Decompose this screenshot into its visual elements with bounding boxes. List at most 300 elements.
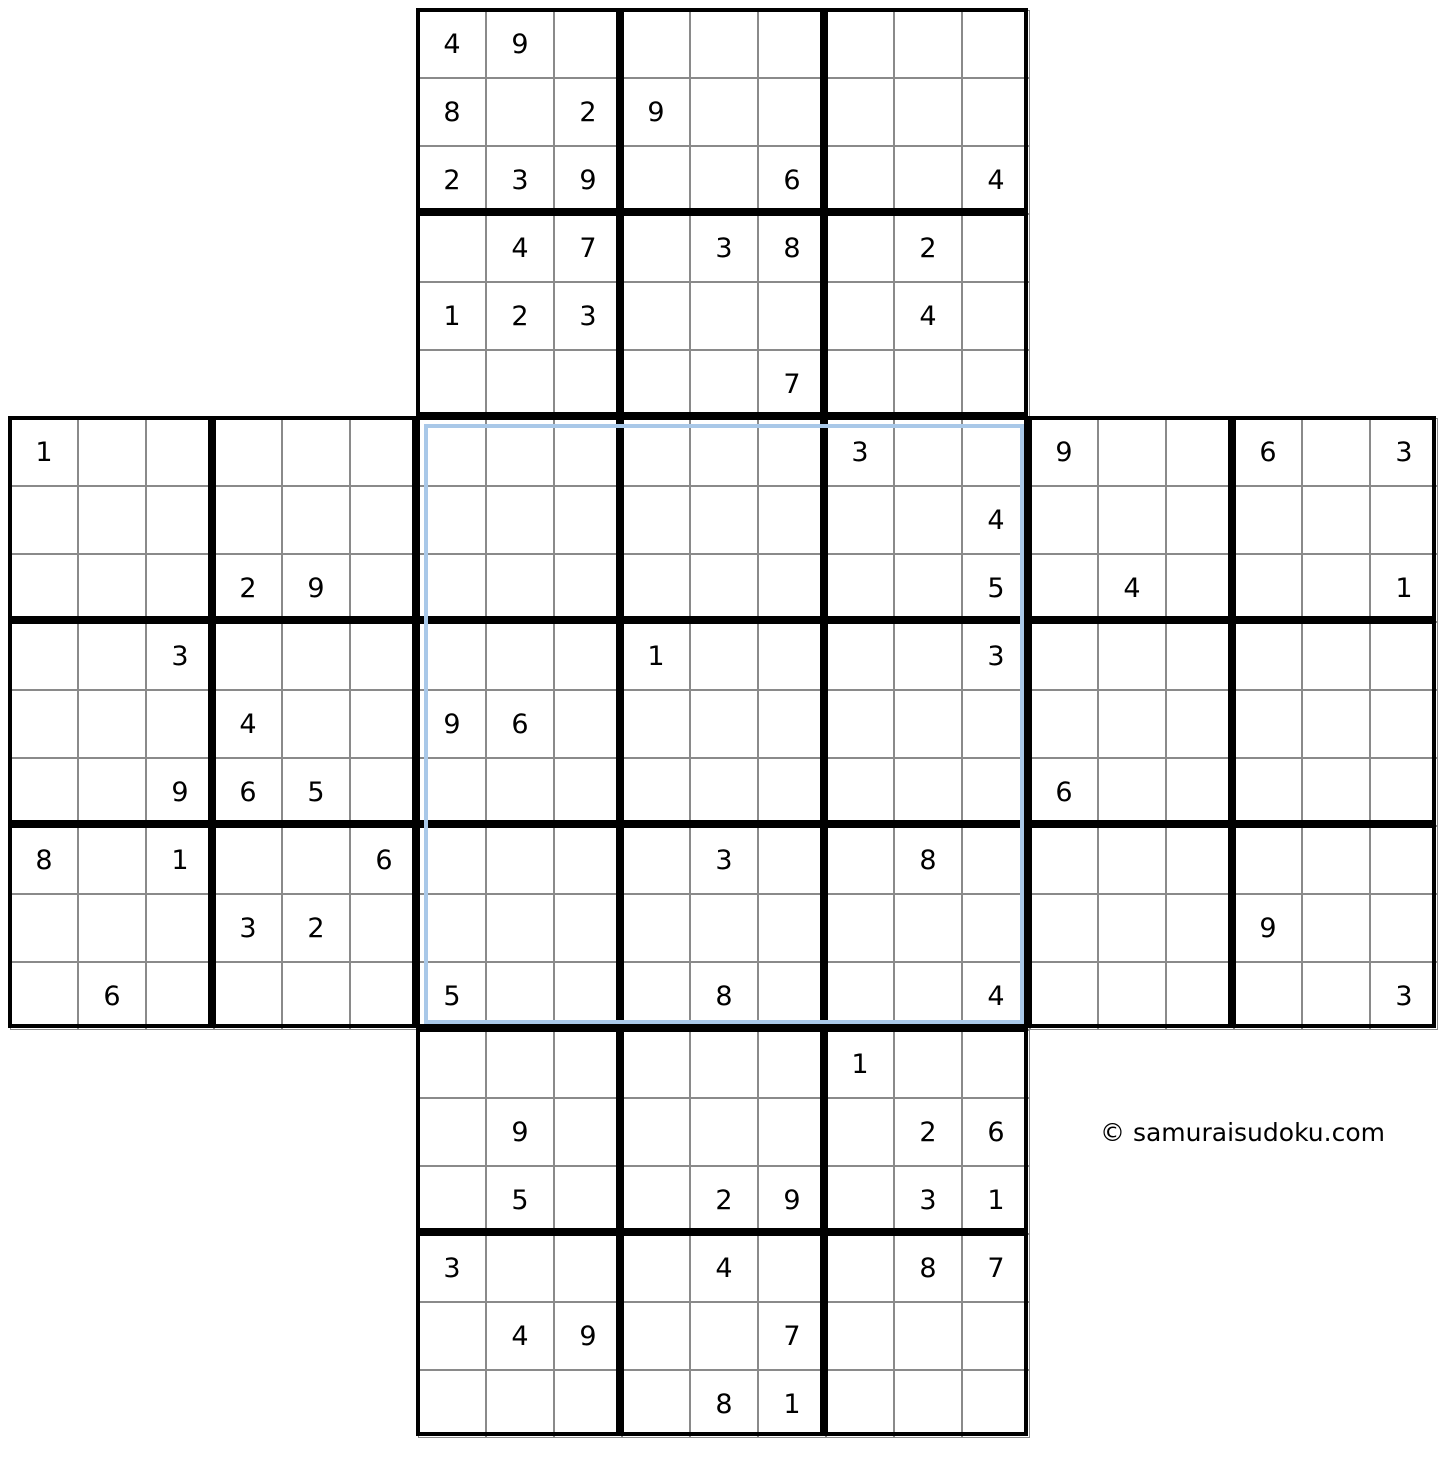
sudoku-cell[interactable] [826,350,894,418]
sudoku-cell[interactable] [418,1234,486,1302]
sudoku-cell[interactable] [622,282,690,350]
sudoku-cell[interactable] [758,1302,826,1370]
sudoku-cell[interactable] [486,78,554,146]
sudoku-cell[interactable] [78,894,146,962]
sudoku-cell[interactable] [554,826,622,894]
sudoku-cell[interactable] [894,554,962,622]
sudoku-cell[interactable] [1030,758,1098,826]
sudoku-cell[interactable] [1234,554,1302,622]
sudoku-cell[interactable] [962,826,1030,894]
sudoku-cell[interactable] [350,758,418,826]
sudoku-cell[interactable] [690,486,758,554]
sudoku-cell[interactable] [758,622,826,690]
sudoku-cell[interactable] [622,78,690,146]
sudoku-cell[interactable] [10,418,78,486]
sudoku-cell[interactable] [826,758,894,826]
sudoku-cell[interactable] [690,622,758,690]
sudoku-cell[interactable] [962,1098,1030,1166]
sudoku-cell[interactable] [554,486,622,554]
sudoku-cell[interactable] [282,486,350,554]
sudoku-cell[interactable] [1302,622,1370,690]
sudoku-cell[interactable] [1030,826,1098,894]
sudoku-cell[interactable] [894,1166,962,1234]
sudoku-cell[interactable] [418,146,486,214]
sudoku-cell[interactable] [622,1302,690,1370]
given-digit: 3 [511,164,529,196]
sudoku-cell[interactable] [146,690,214,758]
sudoku-cell[interactable] [554,146,622,214]
sudoku-cell[interactable] [622,1030,690,1098]
sudoku-cell[interactable] [690,214,758,282]
sudoku-cell[interactable] [418,690,486,758]
sudoku-cell[interactable] [894,78,962,146]
sudoku-cell[interactable] [962,894,1030,962]
sudoku-cell[interactable] [894,1098,962,1166]
sudoku-cell[interactable] [350,486,418,554]
sudoku-cell[interactable] [1302,962,1370,1030]
sudoku-cell[interactable] [1098,486,1166,554]
sudoku-cell[interactable] [962,282,1030,350]
sudoku-cell[interactable] [894,350,962,418]
sudoku-cell[interactable] [214,826,282,894]
sudoku-cell[interactable] [554,1234,622,1302]
sudoku-cell[interactable] [826,146,894,214]
sudoku-cell[interactable] [214,554,282,622]
sudoku-cell[interactable] [894,826,962,894]
sudoku-cell[interactable] [894,1302,962,1370]
sudoku-cell[interactable] [1234,758,1302,826]
sudoku-cell[interactable] [554,1166,622,1234]
sudoku-cell[interactable] [282,418,350,486]
sudoku-cell[interactable] [622,418,690,486]
sudoku-cell[interactable] [826,690,894,758]
sudoku-cell[interactable] [486,10,554,78]
sudoku-cell[interactable] [826,622,894,690]
sudoku-cell[interactable] [1166,962,1234,1030]
sudoku-cell[interactable] [10,690,78,758]
given-digit: 2 [239,572,257,604]
sudoku-cell[interactable] [282,894,350,962]
sudoku-cell[interactable] [962,622,1030,690]
sudoku-cell[interactable] [10,486,78,554]
sudoku-cell[interactable] [894,758,962,826]
sudoku-cell[interactable] [214,894,282,962]
sudoku-cell[interactable] [1166,622,1234,690]
sudoku-cell[interactable] [1302,418,1370,486]
sudoku-cell[interactable] [10,826,78,894]
sudoku-cell[interactable] [282,962,350,1030]
sudoku-cell[interactable] [554,10,622,78]
sudoku-cell[interactable] [1370,690,1438,758]
sudoku-cell[interactable] [962,1030,1030,1098]
sudoku-cell[interactable] [690,826,758,894]
sudoku-cell[interactable] [554,1302,622,1370]
sudoku-cell[interactable] [622,554,690,622]
sudoku-cell[interactable] [1302,486,1370,554]
sudoku-cell[interactable] [1302,690,1370,758]
sudoku-cell[interactable] [418,554,486,622]
sudoku-cell[interactable] [690,1166,758,1234]
given-digit: 7 [987,1252,1005,1284]
sudoku-cell[interactable] [486,486,554,554]
sudoku-cell[interactable] [962,146,1030,214]
sudoku-cell[interactable] [826,10,894,78]
sudoku-cell[interactable] [826,78,894,146]
sudoku-cell[interactable] [758,894,826,962]
sudoku-cell[interactable] [282,826,350,894]
sudoku-cell[interactable] [146,758,214,826]
sudoku-cell[interactable] [758,758,826,826]
sudoku-cell[interactable] [826,1370,894,1438]
sudoku-cell[interactable] [1030,690,1098,758]
sudoku-cell[interactable] [1302,894,1370,962]
sudoku-cell[interactable] [894,418,962,486]
sudoku-cell[interactable] [622,1234,690,1302]
sudoku-cell[interactable] [758,1166,826,1234]
sudoku-cell[interactable] [962,486,1030,554]
sudoku-cell[interactable] [826,486,894,554]
sudoku-cell[interactable] [962,78,1030,146]
sudoku-cell[interactable] [146,554,214,622]
sudoku-cell[interactable] [894,690,962,758]
sudoku-cell[interactable] [962,418,1030,486]
sudoku-cell[interactable] [418,418,486,486]
sudoku-cell[interactable] [962,10,1030,78]
sudoku-cell[interactable] [486,282,554,350]
sudoku-cell[interactable] [894,146,962,214]
sudoku-cell[interactable] [1234,826,1302,894]
sudoku-cell[interactable] [826,1166,894,1234]
sudoku-cell[interactable] [962,350,1030,418]
sudoku-cell[interactable] [962,1166,1030,1234]
sudoku-cell[interactable] [690,1030,758,1098]
sudoku-cell[interactable] [1098,758,1166,826]
sudoku-cell[interactable] [418,758,486,826]
sudoku-cell[interactable] [418,282,486,350]
sudoku-cell[interactable] [486,554,554,622]
sudoku-cell[interactable] [1234,418,1302,486]
sudoku-cell[interactable] [622,622,690,690]
sudoku-cell[interactable] [1234,690,1302,758]
sudoku-cell[interactable] [962,554,1030,622]
sudoku-cell[interactable] [350,622,418,690]
sudoku-cell[interactable] [622,1098,690,1166]
sudoku-cell[interactable] [78,622,146,690]
sudoku-cell[interactable] [1098,554,1166,622]
sudoku-cell[interactable] [758,554,826,622]
sudoku-cell[interactable] [486,1098,554,1166]
sudoku-cell[interactable] [826,894,894,962]
sudoku-cell[interactable] [690,1302,758,1370]
sudoku-cell[interactable] [554,758,622,826]
sudoku-cell[interactable] [690,690,758,758]
sudoku-cell[interactable] [758,146,826,214]
sudoku-cell[interactable] [554,1030,622,1098]
sudoku-cell[interactable] [146,826,214,894]
sudoku-cell[interactable] [146,962,214,1030]
sudoku-cell[interactable] [214,486,282,554]
sudoku-cell[interactable] [690,282,758,350]
sudoku-cell[interactable] [622,350,690,418]
sudoku-cell[interactable] [1370,418,1438,486]
sudoku-cell[interactable] [418,350,486,418]
sudoku-cell[interactable] [894,282,962,350]
sudoku-cell[interactable] [1098,826,1166,894]
sudoku-cell[interactable] [1166,826,1234,894]
sudoku-cell[interactable] [1370,554,1438,622]
sudoku-cell[interactable] [486,1234,554,1302]
sudoku-cell[interactable] [10,622,78,690]
sudoku-cell[interactable] [554,962,622,1030]
sudoku-cell[interactable] [1166,418,1234,486]
sudoku-cell[interactable] [1302,758,1370,826]
sudoku-cell[interactable] [1166,690,1234,758]
sudoku-cell[interactable] [962,1302,1030,1370]
sudoku-cell[interactable] [1166,758,1234,826]
sudoku-cell[interactable] [1098,418,1166,486]
sudoku-cell[interactable] [690,418,758,486]
sudoku-cell[interactable] [690,350,758,418]
sudoku-cell[interactable] [826,418,894,486]
sudoku-cell[interactable] [1030,418,1098,486]
sudoku-cell[interactable] [1166,894,1234,962]
sudoku-cell[interactable] [554,1370,622,1438]
sudoku-cell[interactable] [826,1302,894,1370]
sudoku-cell[interactable] [962,1234,1030,1302]
sudoku-cell[interactable] [622,826,690,894]
sudoku-cell[interactable] [1098,690,1166,758]
sudoku-cell[interactable] [758,1098,826,1166]
sudoku-cell[interactable] [1166,486,1234,554]
sudoku-cell[interactable] [758,418,826,486]
sudoku-cell[interactable] [758,486,826,554]
sudoku-cell[interactable] [350,962,418,1030]
sudoku-cell[interactable] [78,690,146,758]
sudoku-cell[interactable] [554,78,622,146]
sudoku-cell[interactable] [894,10,962,78]
sudoku-cell[interactable] [826,1098,894,1166]
sudoku-cell[interactable] [418,622,486,690]
sudoku-cell[interactable] [418,1030,486,1098]
sudoku-cell[interactable] [622,758,690,826]
sudoku-cell[interactable] [894,962,962,1030]
sudoku-cell[interactable] [282,690,350,758]
sudoku-cell[interactable] [894,1030,962,1098]
sudoku-cell[interactable] [622,894,690,962]
sudoku-cell[interactable] [1234,486,1302,554]
sudoku-cell[interactable] [1030,962,1098,1030]
sudoku-cell[interactable] [486,1166,554,1234]
sudoku-cell[interactable] [418,214,486,282]
sudoku-cell[interactable] [962,214,1030,282]
sudoku-cell[interactable] [622,1166,690,1234]
sudoku-cell[interactable] [758,826,826,894]
sudoku-cell[interactable] [78,962,146,1030]
sudoku-cell[interactable] [146,894,214,962]
sudoku-cell[interactable] [418,894,486,962]
sudoku-cell[interactable] [1030,622,1098,690]
sudoku-cell[interactable] [10,758,78,826]
sudoku-cell[interactable] [758,214,826,282]
sudoku-cell[interactable] [894,1234,962,1302]
sudoku-cell[interactable] [486,962,554,1030]
sudoku-cell[interactable] [10,962,78,1030]
sudoku-cell[interactable] [146,622,214,690]
sudoku-cell[interactable] [486,622,554,690]
sudoku-cell[interactable] [758,78,826,146]
sudoku-cell[interactable] [282,554,350,622]
sudoku-cell[interactable] [622,10,690,78]
sudoku-cell[interactable] [554,418,622,486]
sudoku-cell[interactable] [1234,894,1302,962]
sudoku-cell[interactable] [962,962,1030,1030]
sudoku-cell[interactable] [1030,486,1098,554]
sudoku-cell[interactable] [214,690,282,758]
sudoku-cell[interactable] [350,894,418,962]
sudoku-cell[interactable] [758,282,826,350]
sudoku-cell[interactable] [690,894,758,962]
sudoku-cell[interactable] [758,1370,826,1438]
sudoku-cell[interactable] [418,1166,486,1234]
sudoku-cell[interactable] [826,826,894,894]
sudoku-cell[interactable] [350,554,418,622]
sudoku-cell[interactable] [350,826,418,894]
sudoku-cell[interactable] [894,622,962,690]
sudoku-cell[interactable] [486,690,554,758]
sudoku-cell[interactable] [418,1098,486,1166]
sudoku-cell[interactable] [486,1030,554,1098]
sudoku-cell[interactable] [1302,554,1370,622]
sudoku-cell[interactable] [418,1302,486,1370]
sudoku-cell[interactable] [554,690,622,758]
sudoku-cell[interactable] [962,1370,1030,1438]
sudoku-cell[interactable] [78,418,146,486]
sudoku-cell[interactable] [758,690,826,758]
sudoku-cell[interactable] [1098,894,1166,962]
sudoku-cell[interactable] [1302,826,1370,894]
sudoku-cell[interactable] [214,418,282,486]
sudoku-cell[interactable] [622,962,690,1030]
sudoku-cell[interactable] [826,1234,894,1302]
sudoku-cell[interactable] [690,962,758,1030]
sudoku-cell[interactable] [486,894,554,962]
sudoku-cell[interactable] [554,1098,622,1166]
sudoku-cell[interactable] [1370,622,1438,690]
sudoku-cell[interactable] [214,758,282,826]
sudoku-cell[interactable] [10,554,78,622]
sudoku-cell[interactable] [350,690,418,758]
sudoku-cell[interactable] [78,554,146,622]
sudoku-cell[interactable] [690,146,758,214]
sudoku-cell[interactable] [1166,554,1234,622]
sudoku-cell[interactable] [690,78,758,146]
sudoku-cell[interactable] [554,622,622,690]
sudoku-cell[interactable] [486,758,554,826]
sudoku-cell[interactable] [1098,622,1166,690]
sudoku-cell[interactable] [1030,894,1098,962]
sudoku-cell[interactable] [826,554,894,622]
sudoku-cell[interactable] [78,486,146,554]
sudoku-cell[interactable] [486,1302,554,1370]
sudoku-cell[interactable] [690,758,758,826]
sudoku-cell[interactable] [962,690,1030,758]
sudoku-cell[interactable] [486,826,554,894]
sudoku-cell[interactable] [758,350,826,418]
sudoku-cell[interactable] [894,894,962,962]
sudoku-cell[interactable] [78,826,146,894]
sudoku-cell[interactable] [826,1030,894,1098]
sudoku-cell[interactable] [350,418,418,486]
sudoku-cell[interactable] [554,554,622,622]
sudoku-cell[interactable] [690,1370,758,1438]
sudoku-cell[interactable] [690,1098,758,1166]
sudoku-cell[interactable] [962,758,1030,826]
sudoku-cell[interactable] [418,826,486,894]
sudoku-cell[interactable] [486,418,554,486]
sudoku-cell[interactable] [622,1370,690,1438]
sudoku-cell[interactable] [622,486,690,554]
sudoku-cell[interactable] [146,418,214,486]
sudoku-cell[interactable] [758,1234,826,1302]
sudoku-cell[interactable] [826,282,894,350]
sudoku-cell[interactable] [146,486,214,554]
sudoku-cell[interactable] [78,758,146,826]
sudoku-cell[interactable] [758,962,826,1030]
sudoku-cell[interactable] [894,214,962,282]
sudoku-cell[interactable] [418,962,486,1030]
sudoku-cell[interactable] [554,350,622,418]
sudoku-cell[interactable] [214,622,282,690]
sudoku-cell[interactable] [1370,894,1438,962]
sudoku-cell[interactable] [758,1030,826,1098]
sudoku-cell[interactable] [1234,622,1302,690]
sudoku-cell[interactable] [554,214,622,282]
sudoku-cell[interactable] [622,146,690,214]
sudoku-cell[interactable] [418,486,486,554]
sudoku-cell[interactable] [1098,962,1166,1030]
sudoku-cell[interactable] [10,894,78,962]
sudoku-cell[interactable] [486,146,554,214]
sudoku-cell[interactable] [282,758,350,826]
sudoku-cell[interactable] [1370,962,1438,1030]
sudoku-cell[interactable] [486,1370,554,1438]
sudoku-cell[interactable] [1370,758,1438,826]
sudoku-cell[interactable] [486,214,554,282]
sudoku-cell[interactable] [1370,826,1438,894]
sudoku-cell[interactable] [894,486,962,554]
sudoku-cell[interactable] [826,214,894,282]
sudoku-cell[interactable] [622,214,690,282]
sudoku-cell[interactable] [758,10,826,78]
sudoku-cell[interactable] [826,962,894,1030]
sudoku-cell[interactable] [418,1370,486,1438]
sudoku-cell[interactable] [554,894,622,962]
sudoku-cell[interactable] [418,78,486,146]
sudoku-cell[interactable] [554,282,622,350]
sudoku-cell[interactable] [690,554,758,622]
sudoku-cell[interactable] [690,10,758,78]
sudoku-cell[interactable] [894,1370,962,1438]
sudoku-cell[interactable] [214,962,282,1030]
sudoku-cell[interactable] [1370,486,1438,554]
sudoku-cell[interactable] [1030,554,1098,622]
sudoku-cell[interactable] [622,690,690,758]
sudoku-cell[interactable] [1234,962,1302,1030]
sudoku-cell[interactable] [690,1234,758,1302]
sudoku-cell[interactable] [282,622,350,690]
sudoku-cell[interactable] [486,350,554,418]
sudoku-cell[interactable] [418,10,486,78]
